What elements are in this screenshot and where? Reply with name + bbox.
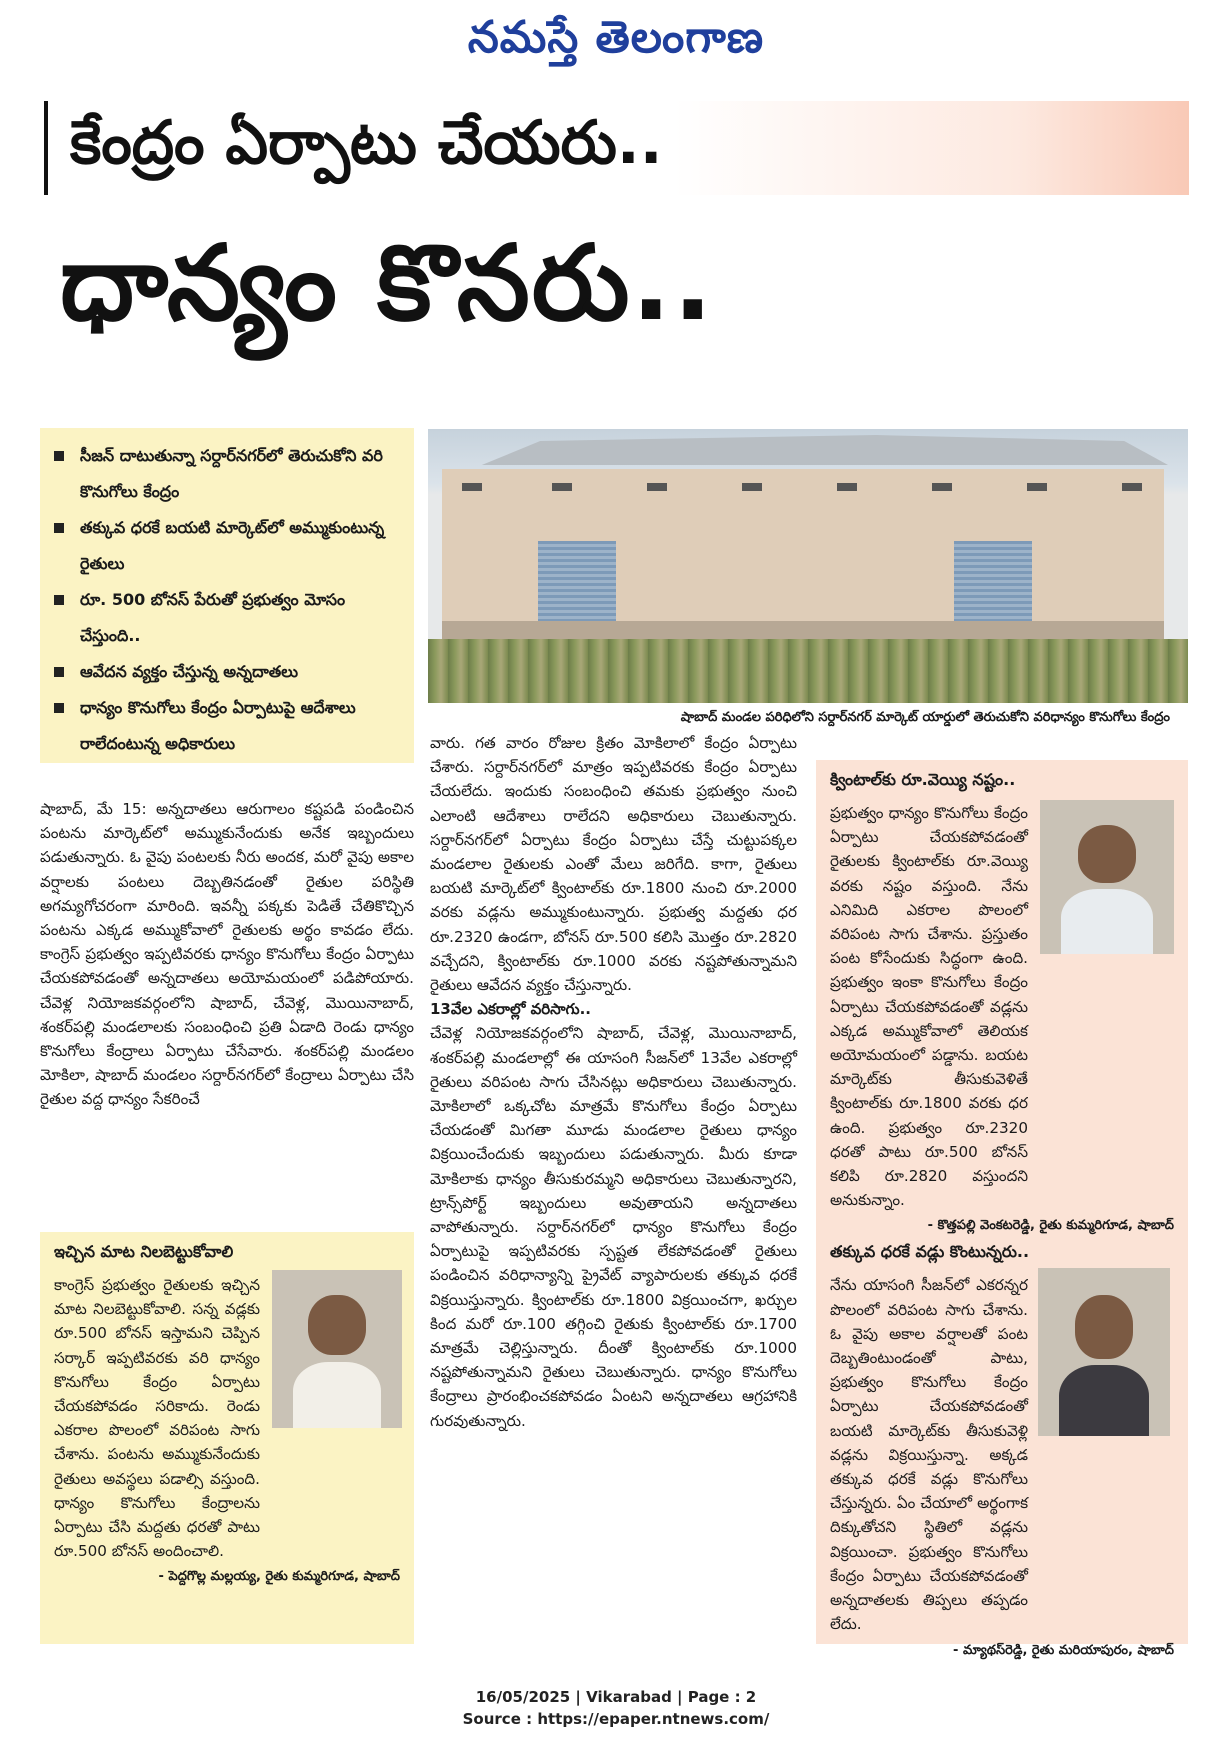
photo-vent — [1027, 483, 1047, 491]
highlight-item: రూ. 500 బోనస్ పేరుతో ప్రభుత్వం మోసం చేస్తుంది.. — [54, 582, 404, 654]
newspaper-masthead: నమస్తే తెలంగాణ — [467, 12, 765, 63]
highlight-item: ధాన్యం కొనుగోలు కేంద్రం ఏర్పాటుపై ఆదేశాలు రాలేదంటున్న అధికారులు — [54, 690, 404, 762]
photo-vent — [647, 483, 667, 491]
quote-box-right — [816, 760, 1188, 1658]
photo-vent — [932, 483, 952, 491]
bullet-square-icon — [54, 667, 64, 677]
farmer-portrait-photo — [272, 1270, 402, 1428]
bullet-square-icon — [54, 523, 64, 533]
farmer-portrait-photo — [1040, 800, 1174, 954]
headline-line-2: ధాన్యం కొనరు.. — [60, 222, 715, 344]
highlight-item: ఆవేదన వ్యక్తం చేస్తున్న అన్నదాతలు — [54, 654, 404, 690]
highlight-item: సీజన్ దాటుతున్నా సర్దార్‌నగర్‌లో తెరుచుకోని వరి కొనుగోలు కేంద్రం — [54, 438, 404, 510]
farmer-portrait-photo — [1038, 1268, 1170, 1436]
page-footer — [0, 1686, 1232, 1730]
quote-body: కాంగ్రెస్ ప్రభుత్వం రైతులకు ఇచ్చిన మాట నిలబెట్టుకోవాలి. సన్న వడ్లకు రూ.500 బోనస్ ఇస్తామని చెప్పిన సర్కార్ ఇప్పటివరకు వరి ధాన్యం కొనుగోలు కేంద్రం ఏర్పాటు చేయకపోవడం సరికాదు. రెండు ఎకరాల పొలంలో వరిపంట సాగు చేశాను. పంటను అమ్ముకునేందుకు రైతులు అవస్థలు పడాల్సి వస్తుంది. ధాన్యం కొనుగోలు కేంద్రాలను ఏర్పాటు చేసి మద్దతు ధరతో పాటు రూ.500 బోనస్ అందించాలి. — [54, 1276, 260, 1561]
photo-vegetation — [428, 639, 1188, 703]
article-subheading: 13వేల ఎకరాల్లో వరిసాగు.. — [430, 1000, 591, 1019]
quote-title: తక్కువ ధరకే వడ్లు కొంటున్నరు.. — [830, 1242, 1030, 1262]
edition-info: 16/05/2025 | Vikarabad | Page : 2 — [475, 1688, 757, 1706]
bullet-square-icon — [54, 703, 64, 713]
quote-signature: - మ్యాథస్‌రెడ్డి, రైతు మరియాపురం, షాబాద్ — [953, 1642, 1174, 1658]
headline-line-1: కేంద్రం ఏర్పాటు చేయరు.. — [70, 108, 663, 178]
quote-title: క్వింటాల్‌కు రూ.వెయ్యి నష్టం.. — [830, 770, 1016, 789]
article-column-1: షాబాద్, మే 15: అన్నదాతలు ఆరుగాలం కష్టపడి పండించిన పంటను మార్కెట్‌లో అమ్ముకునేందుకు అనేక ఇబ్బందులు పడుతున్నారు. ఓ వైపు పంటలకు నీరు అందక, మరో వైపు అకాల వర్షాలకు పంటలు దెబ్బతినడంతో రైతుల పరిస్థితి అగమ్యగోచరంగా మారింది. ఇవన్నీ పక్కకు పెడితే చేతికొచ్చిన పంటను ఎక్కడ అమ్ముకోవాలో రైతులకు అర్థం కావడం లేదు. కాంగ్రెస్ ప్రభుత్వం ఇప్పటివరకు ధాన్యం కొనుగోలు కేంద్రం ఏర్పాటు చేయకపోవడంతో అన్నదాతలు అయోమయంలో పడిపోయారు. చేవెళ్ల నియోజకవర్గంలోని షాబాద్, చేవెళ్ల, మొయినాబాద్, శంకర్‌పల్లి మండలాలకు సంబంధించి ప్రతి ఏడాది రెండు ధాన్యం కొనుగోలు కేంద్రాలు ఏర్పాటు చేసేవారు. శంకర్‌పల్లి మండలం మోకిలా, షాబాద్ మండలం సర్దార్‌నగర్‌లో కేంద్రాలు ఏర్పాటు చేసి రైతుల వద్ద ధాన్యం సేకరించే — [40, 800, 414, 1109]
highlight-item: తక్కువ ధరకే బయటి మార్కెట్‌లో అమ్ముకుంటున్న రైతులు — [54, 510, 404, 582]
photo-vent — [742, 483, 762, 491]
headline-rule — [44, 101, 48, 195]
bullet-square-icon — [54, 451, 64, 461]
article-column-2 — [430, 731, 797, 1433]
photo-vent — [462, 483, 482, 491]
photo-caption: షాబాద్ మండల పరిధిలోని సర్దార్‌నగర్ మార్కెట్ యార్డులో తెరుచుకోని వరిధాన్యం కొనుగోలు కేంద్రం — [680, 710, 1170, 725]
quote-title: ఇచ్చిన మాట నిలబెట్టుకోవాలి — [54, 1242, 234, 1261]
photo-roof — [438, 435, 1168, 465]
quote-signature: - పెద్దగొల్ల మల్లయ్య, రైతు కుమ్మరిగూడ, షాబాద్ — [158, 1569, 400, 1585]
photo-vent — [552, 483, 572, 491]
photo-building-wall — [442, 469, 1164, 645]
quote-signature: - కొత్తపల్లి వెంకటరెడ్డి, రైతు కుమ్మరిగూడ, షాబాద్ — [927, 1218, 1174, 1234]
article-column-2-text: చేవెళ్ల నియోజకవర్గంలోని షాబాద్, చేవెళ్ల, మొయినాబాద్, శంకర్‌పల్లి మండలాల్లో ఈ యాసంగి సీజన్‌లో 13వేల ఎకరాల్లో రైతులు వరిపంట సాగు చేసినట్లు అధికారులు చెబుతున్నారు. మోకిలాలో ఒక్కచోట మాత్రమే కొనుగోలు కేంద్రం ఏర్పాటు చేయడంతో మిగతా మూడు మండలాల రైతులు ధాన్యం విక్రయించేందుకు ఇబ్బందులు పడుతున్నారు. మీరు కూడా మోకిలాకు ధాన్యం తీసుకురమ్మని అధికారులు చెబుతున్నారని, ట్రాన్స్‌పోర్ట్ ఇబ్బందులు అవుతాయని అన్నదాతలు వాపోతున్నారు. సర్దార్‌నగర్‌లో ధాన్యం కొనుగోలు కేంద్రం ఏర్పాటుపై ఇప్పటివరకు స్పష్టత లేకపోవడంతో రైతులు పండించిన వరిధాన్యాన్ని ప్రైవేట్ వ్యాపారులకు తక్కువ ధరకే విక్రయిస్తున్నారు. క్వింటాల్‌కు రూ.1800 విక్రయించగా, ఖర్చుల కింద మరో రూ.100 తగ్గించి రైతుకు క్వింటాల్‌కు రూ.1700 మాత్రమే చెల్లిస్తున్నారు. దీంతో క్వింటాల్‌కు రూ.1000 నష్టపోతున్నామని రైతులు చెబుతున్నారు. ధాన్యం కొనుగోలు కేంద్రాలు ప్రారంభించకపోవడం ఏంటని అన్నదాతలు ఆగ్రహానికి గురవుతున్నారు. — [430, 1024, 797, 1430]
quote-body: నేను యాసంగి సీజన్‌లో ఎకరన్నర పొలంలో వరిపంట సాగు చేశాను. ఓ వైపు అకాల వర్షాలతో పంట దెబ్బతింటుండంతో పాటు, ప్రభుత్వం కొనుగోలు కేంద్రం ఏర్పాటు చేయకపోవడంతో బయటి మార్కెట్‌కు తీసుకువెళ్లి వడ్లను విక్రయిస్తున్నా. అక్కడ తక్కువ ధరకే వడ్లు కొనుగోలు చేస్తున్నరు. ఏం చేయాలో అర్థంగాక దిక్కుతోచని స్థితిలో వడ్లను విక్రయించా. ప్రభుత్వం కొనుగోలు కేంద్రం ఏర్పాటు చేయకపోవడంతో అన్నదాతలకు తిప్పలు తప్పడం లేదు. — [830, 1276, 1028, 1634]
highlights-box — [40, 428, 414, 763]
photo-vent — [1122, 483, 1142, 491]
quote-box-left — [40, 1232, 414, 1644]
quote-body: ప్రభుత్వం ధాన్యం కొనుగోలు కేంద్రం ఏర్పాటు చేయకపోవడంతో రైతులకు క్వింటాల్‌కు రూ.వెయ్యి వరకు నష్టం వస్తుంది. నేను ఎనిమిది ఎకరాల పొలంలో వరిపంట సాగు చేశాను. ప్రస్తుతం పంట కోసేందుకు సిద్ధంగా ఉంది. ప్రభుత్వం ఇంకా కొనుగోలు కేంద్రం ఏర్పాటు చేయకపోవడంతో వడ్లను ఎక్కడ అమ్ముకోవాలో తెలియక అయోమయంలో పడ్డాను. బయట మార్కెట్‌కు తీసుకువెళితే క్వింటాల్‌కు రూ.1800 వరకు ధర ఉంది. ప్రభుత్వం రూ.2320 ధరతో పాటు రూ.500 బోనస్ కలిపి రూ.2820 వస్తుందని అనుకున్నాం. — [830, 804, 1028, 1210]
bullet-square-icon — [54, 595, 64, 605]
market-yard-photo — [428, 429, 1188, 703]
article-column-2-text: వారు. గత వారం రోజుల క్రితం మోకిలాలో కేంద్రం ఏర్పాటు చేశారు. సర్దార్‌నగర్‌లో మాత్రం ఇప్పటివరకు కేంద్రం ఏర్పాటు చేయలేదు. ఇందుకు సంబంధించి తమకు ప్రభుత్వం నుంచి ఎలాంటి ఆదేశాలు రాలేదని అధికారులు చెబుతున్నారు. సర్దార్‌నగర్‌లో ఏర్పాటు కేంద్రం ఏర్పాటు చేస్తే చుట్టుపక్కల మండలాల రైతులకు ఎంతో మేలు జరిగేది. కాగా, రైతులు బయటి మార్కెట్‌లో క్వింటాల్‌కు రూ.1800 నుంచి రూ.2000 వరకు వడ్లను అమ్ముకుంటున్నారు. ప్రభుత్వ మద్దతు ధర రూ.2320 ఉండగా, బోనస్ రూ.500 కలిసి మొత్తం రూ.2820 వచ్చేదని, క్వింటాల్‌కు రూ.1000 వరకు నష్టపోతున్నామని రైతులు ఆవేదన వ్యక్తం చేస్తున్నారు. — [430, 734, 797, 995]
source-link[interactable]: Source : https://epaper.ntnews.com/ — [462, 1710, 770, 1728]
photo-vent — [837, 483, 857, 491]
